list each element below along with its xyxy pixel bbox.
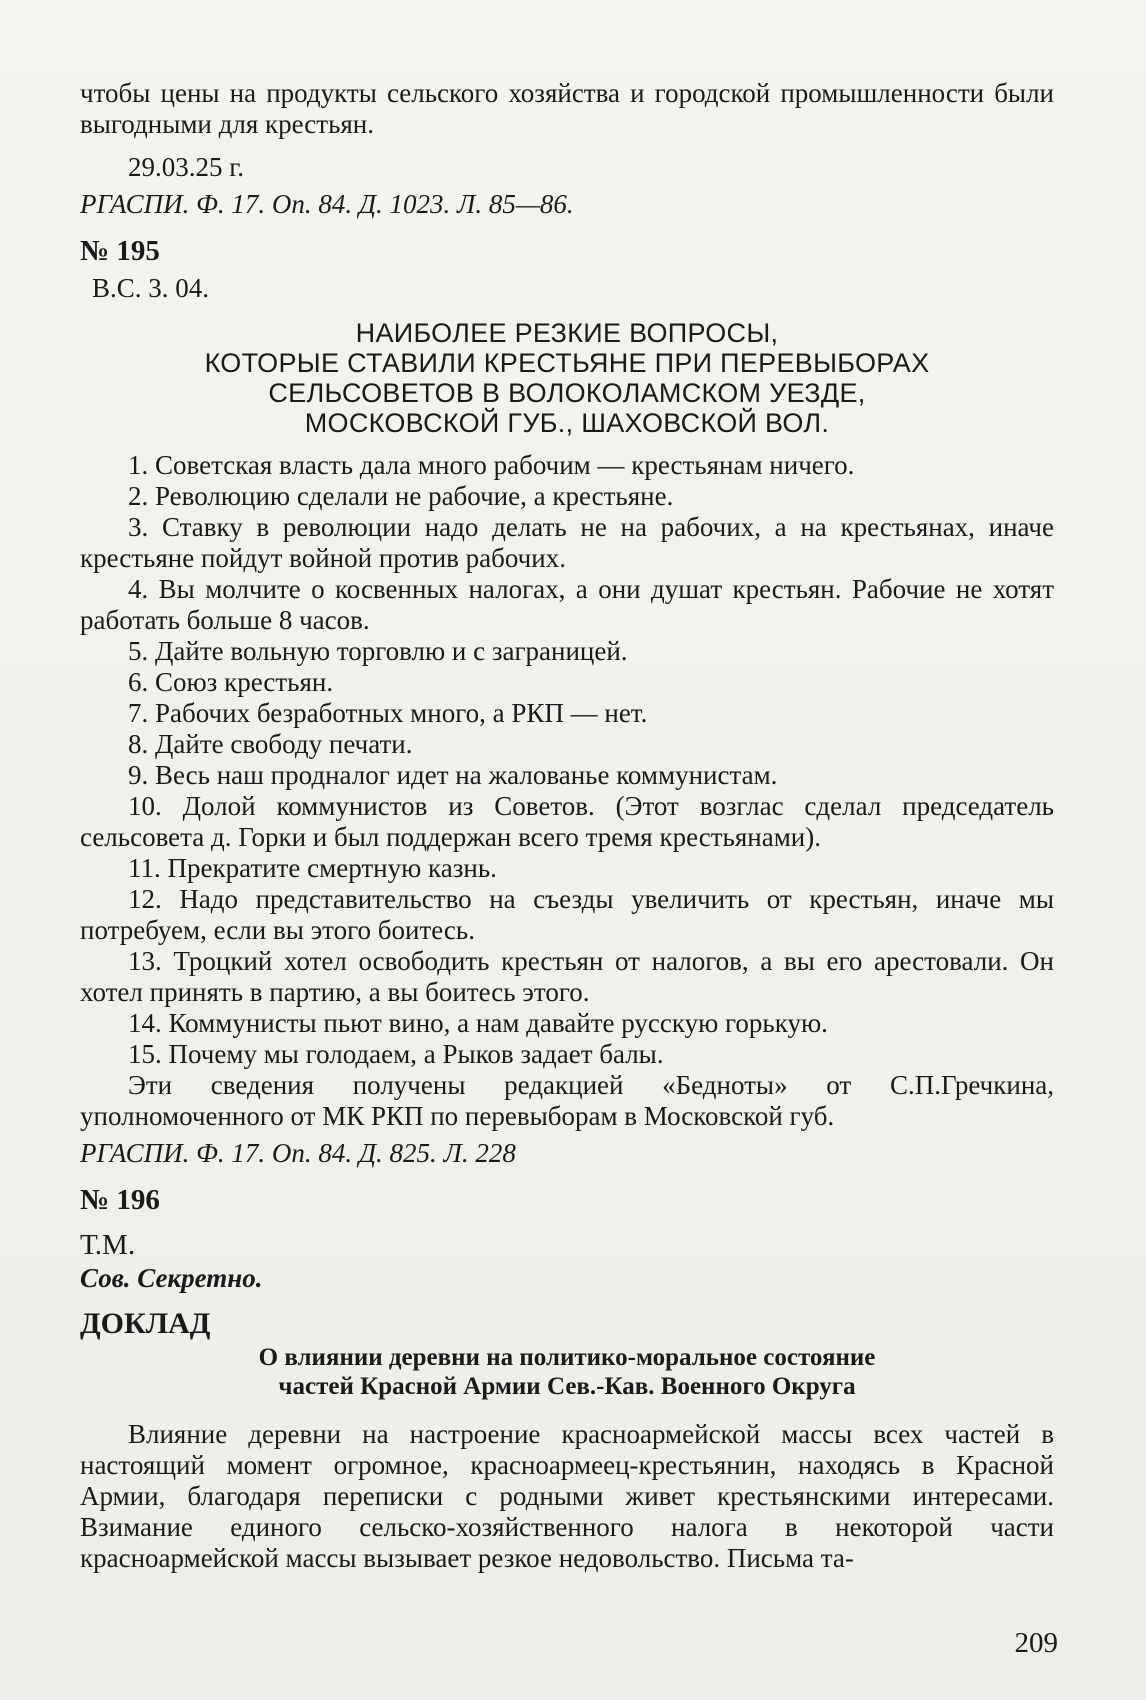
doc195-question-list bbox=[80, 450, 1054, 1070]
doc195-number: № 195 bbox=[80, 235, 160, 267]
question-item: 10. Долой коммунистов из Советов. (Этот возглас сделал председатель сельсовета д. Горки и был поддержан всего тремя крестьянами). bbox=[80, 791, 1054, 852]
continued-paragraph: чтобы цены на продукты сельского хозяйства и городской промышленности были выгодными для крестьян. bbox=[80, 78, 1054, 139]
doc196-title: ДОКЛАД bbox=[80, 1307, 211, 1340]
question-item: 12. Надо представительство на съезды увеличить от крестьян, иначе мы потребуем, если вы этого боитесь. bbox=[80, 884, 1054, 945]
doc196-number: № 196 bbox=[80, 1184, 160, 1216]
question-item: 1. Советская власть дала много рабочим — крестьянам ничего. bbox=[128, 450, 855, 480]
doc196-signer-initials: Т.М. bbox=[80, 1229, 136, 1261]
doc195-code: В.С. 3. 04. bbox=[92, 273, 210, 303]
doc195-archive-reference: РГАСПИ. Ф. 17. Оп. 84. Д. 825. Л. 228 bbox=[80, 1138, 516, 1168]
question-item: 5. Дайте вольную торговлю и с заграницей. bbox=[128, 636, 628, 666]
doc196-subtitle bbox=[80, 1343, 1054, 1401]
question-item: 4. Вы молчите о косвенных налогах, а они душат крестьян. Рабочие не хотят работать больше 8 часов. bbox=[80, 574, 1054, 635]
question-item: 8. Дайте свободу печати. bbox=[128, 729, 413, 759]
text-column bbox=[80, 78, 1054, 1574]
doc194-archive-reference: РГАСПИ. Ф. 17. Оп. 84. Д. 1023. Л. 85—86. bbox=[80, 189, 574, 219]
doc194-date: 29.03.25 г. bbox=[128, 152, 245, 182]
page-number: 209 bbox=[1014, 1627, 1058, 1659]
question-item: 6. Союз крестьян. bbox=[128, 667, 334, 697]
doc195-heading-line: СЕЛЬСОВЕТОВ В ВОЛОКОЛАМСКОМ УЕЗДЕ, bbox=[268, 378, 866, 408]
question-item: 15. Почему мы голодаем, а Рыков задает балы. bbox=[128, 1039, 664, 1069]
question-item: 3. Ставку в революции надо делать не на рабочих, а на крестьянах, иначе крестьяне пойдут войной против рабочих. bbox=[80, 512, 1054, 573]
question-item: 9. Весь наш продналог идет на жалованье коммунистам. bbox=[128, 760, 778, 790]
question-item: 13. Троцкий хотел освободить крестьян от налогов, а вы его арестовали. Он хотел принять в партию, а вы боитесь этого. bbox=[80, 946, 1054, 1007]
doc195-heading-line: НАИБОЛЕЕ РЕЗКИЕ ВОПРОСЫ, bbox=[355, 318, 779, 348]
doc196-secrecy-stamp: Сов. Секретно. bbox=[80, 1263, 263, 1293]
doc196-subtitle-line: О влиянии деревни на политико-моральное состояние bbox=[258, 1344, 876, 1371]
doc195-heading-line: МОСКОВСКОЙ ГУБ., ШАХОВСКОЙ ВОЛ. bbox=[304, 408, 830, 438]
question-item: 11. Прекратите смертную казнь. bbox=[128, 853, 497, 883]
question-item: 2. Революцию сделали не рабочие, а крестьяне. bbox=[128, 481, 674, 511]
doc195-heading-line: КОТОРЫЕ СТАВИЛИ КРЕСТЬЯНЕ ПРИ ПЕРЕВЫБОРАХ bbox=[204, 348, 930, 378]
question-item: 7. Рабочих безработных много, а РКП — нет. bbox=[128, 698, 648, 728]
doc195-heading bbox=[80, 318, 1054, 438]
question-item: 14. Коммунисты пьют вино, а нам давайте русскую горькую. bbox=[128, 1008, 828, 1038]
doc196-body-paragraph: Влияние деревни на настроение красноармейской массы всех частей в настоящий момент огромное, красноармеец-крестьянин, находясь в Красной Армии, благодаря переписки с родными живет крестьянскими интересами. Взимание единого сельско-хозяйственного налога в некоторой части красноармейской массы вызывает резкое недовольство. Письма та- bbox=[80, 1419, 1054, 1573]
doc195-source-note: Эти сведения получены редакцией «Бедноты» от С.П.Гречкина, уполномоченного от МК РКП по перевыборам в Московской губ. bbox=[80, 1070, 1054, 1131]
doc196-subtitle-line: частей Красной Армии Сев.-Кав. Военного Округа bbox=[278, 1373, 856, 1400]
